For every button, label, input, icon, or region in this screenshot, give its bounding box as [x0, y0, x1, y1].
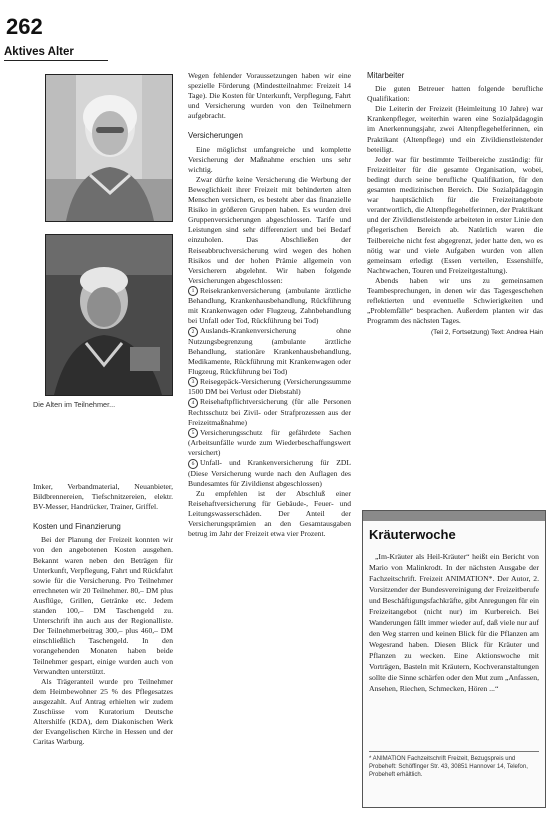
box-header-bar [363, 511, 545, 521]
column-right [367, 71, 543, 338]
header-rule [4, 60, 108, 61]
photo-caption: Die Alten im Teilnehmer... [33, 400, 116, 409]
paragraph: Die Leiterin der Freizeit (Heimleitung 10 Jahre) war Krankenpfleger, weiterhin waren eine Sozialpädagogin im Anerkennungsjahr, zwei Altenpflegehelferinnen, ein Praktikant (Altenpflege) und ein Zivildienstleistender beteiligt. [367, 104, 543, 154]
list-item: 5 Versicherungsschutz für gefährdete Sachen (Arbeitsunfälle wurde zum Wiederbeschaffungswert versichert) [188, 427, 351, 458]
paragraph: Die guten Betreuer hatten folgende berufliche Qualifikation: [367, 84, 543, 104]
box-footnote: * ANIMATION Fachzeitschrift Freizeit, Bezugspreis und Probeheft: Schöffinger Str. 43, 30851 Hannover 14, Telefon, Probeheft erhältlich. [369, 751, 539, 779]
paragraph: Eine möglichst umfangreiche und komplette Versicherung der Maßnahme erschien uns sehr wichtig. [188, 144, 351, 174]
paragraph: Abends haben wir uns zu gemeinsamen Teambesprechungen, in denen wir das Tagesgeschehen reflektierten und eventuelle Schwierigkeiten und „Problemfälle“ besprachen. Außerdem planten wir das Programm des nächsten Tages. [367, 275, 543, 326]
box-title: Kräuterwoche [369, 527, 456, 542]
section-heading-staff: Mitarbeiter [367, 71, 405, 80]
list-item: 1 Reisekrankenversicherung (ambulante ärztliche Behandlung, Krankenhausbehandlung, Rückführung mit Krankenwagen oder Flugzeug, Zahnbehandlung bei Unfall oder Tod, Rückführung bei Tod) [188, 285, 351, 326]
circled-number-icon: 2 [188, 327, 198, 337]
paragraph: Zwar dürfte keine Versicherung die Werbung der Beweglichkeit ihrer Freizeit mit behinderten alten Menschen versichern, es besteht aber das finanzielle Risiko in größeren Gruppen haben. Es wurden drei Gruppenversicherungen abgeschlossen. Tarife und Leistungen sind sehr differenziert und bei Bedarf einzuholen. Das Abschließen der Reiseabbruchversicherung wird wegen des hohen Risikos und der hohen Prämie allgemein von Versicherern abgelehnt. Wir haben folgende Versicherungen abgeschlossen: [188, 174, 351, 285]
intro-paragraph: Wegen fehlender Voraussetzungen haben wir eine spezielle Förderung (Mindestteilnahme: Freizeit 14 Tage). Die Kosten für Unterkunft, Verpflegung, Fahrt und Versicherung wurden von den Teilnehmern aufgebracht. [188, 71, 351, 121]
circled-number-icon: 3 [188, 377, 198, 387]
list-item: 2 Auslands-Krankenversicherung ohne Nutzungsbegrenzung (ambulante ärztliche Behandlung, stationäre Krankenhausbehandlung, Medikamente, Rückführung mit Krankenwagen oder Flugzeug, Rückführung bei Tod) [188, 326, 351, 376]
box-paragraph: „Im-Kräuter als Heil-Kräuter“ heißt ein Bericht von Mario von Malinkrodt. In der nächsten Ausgabe der Fachzeitschrift. Freizeit ANIMATION*. Der Autor, 2. Vorsitzender der Bundesvereinigung der Freizeitberufe und Beschäftigungsfachkräfte, gibt Anregungen für ein Freizeitangebot (nicht nur) im Kurbereich. Bei Wanderungen fällt immer wieder auf, daß viele nur auf den Weg starren und keinen Blick für die Pflanzen am Wegesrand haben. Diesen Blick für Kräuter und Pflanzen zu wecken. Eine Aktionswoche mit Vorträgen, Basteln mit Kräutern, Kochveranstaltungen sollte die Sinne schärfen oder den Mut zum „Anfassen, Ansehen, Riechen, Schmecken, Hören ...“ [369, 552, 539, 693]
paragraph: Jeder war für bestimmte Teilbereiche zuständig: für Freizeitleiter für die gesamte Organisation, wobei, bedingt durch seine berufliche Qualifikation, für den gesamten medizinischen Bereich. Die Sozialpädagogin war hauptsächlich für die Freizeitangebote verantwortlich, die Altenpflegehelferinnen, der Praktikant und der Zivildienstleistende arbeiteten in erster Linie den pflegerischen Bereich ab. Natürlich waren die Teilbereiche nicht fest abgegrenzt, jeder hatte den, wo es nötig war und viele Aufgaben wurden von allen gemeinsam erledigt (Essen verteilen, Essenshilfe, Nachtwachen, Touren und Freizeitgestaltung). [367, 154, 543, 275]
intro-paragraph: Imker, Verbandmaterial, Neuanbieter, Bildbrennereien, Tiefschnitzereien, elektr. BV-Messer, Handrücker, Trainer, Griffel. [33, 482, 173, 512]
paragraph: Bei der Planung der Freizeit konnten wir von den angebotenen Kosten ausgehen. Bekannt waren neben den Beträgen für Unterkunft, Verpflegung, Fahrt und Rückfahrt sowie für die Versicherung. Pro Teilnehmer errechneten wir 20 Teilnehmer. 80,– DM plus Ausflüge, Grillen, Getränke etc. Jedem standen 100,– DM Taschengeld zu. Unterschrift ihn auch aus der Regionalliste. Der Teilnehmerbeitrag 300,– plus 460,– DM einschließlich Taschengeld. In den vorangehenden Monaten haben beide Teilnehmer gespart, einige wurden auch von Verwandten unterstützt. [33, 535, 173, 676]
closing-paragraph: Zu empfehlen ist der Abschluß einer Reisehaftversicherung für Gebäude-, Feuer- und Leitungswasserschäden. Der Anteil der Versicherungsprämien an den Gesamtausgaben betrug im Jahr der Freizeit etwa vier Prozent. [188, 488, 351, 539]
author-signature: (Teil 2, Fortsetzung) Text: Andrea Hain [430, 329, 543, 337]
photo-elderly-man [45, 234, 173, 396]
circled-number-icon: 1 [188, 286, 198, 296]
list-item: 3 Reisegepäck-Versicherung (Versicherungssumme 1500 DM bei Verlust oder Diebstahl) [188, 377, 351, 397]
column-left [33, 482, 173, 747]
running-head: Aktives Alter [4, 46, 74, 58]
section-heading-insurance: Versicherungen [188, 131, 243, 141]
photo-elderly-woman [45, 74, 173, 222]
circled-number-icon: 5 [188, 428, 198, 438]
list-item: 4 Reisehaftpflichtversicherung (für alle Personen Rechtsschutz bei Zivil- oder Strafprozessen aus der Freizeitmaßnahme) [188, 397, 351, 427]
column-middle [188, 71, 351, 539]
list-item: 6 Unfall- und Krankenversicherung für ZDL (Diese Versicherung wurde nach den Auflagen des Bundesamtes für Zivildienst abgeschlossen) [188, 458, 351, 488]
paragraph: Als Trägeranteil wurde pro Teilnehmer dem Heimbewohner 25 % des Pflegesatzes ausgezahlt. Auf Antrag erhielten wir zudem Zuschüsse vom Kuratorium Deutsche Altershilfe (KDA), dem Diakonischen Werk der Evangelischen Kirche in Hessen und der Caritas Warburg. [33, 676, 173, 747]
box-body [369, 551, 539, 694]
circled-number-icon: 6 [188, 459, 198, 469]
circled-number-icon: 4 [188, 398, 198, 408]
info-box [362, 510, 546, 808]
section-heading-costs: Kosten und Finanzierung [33, 522, 121, 532]
page-number: 262 [6, 14, 43, 39]
